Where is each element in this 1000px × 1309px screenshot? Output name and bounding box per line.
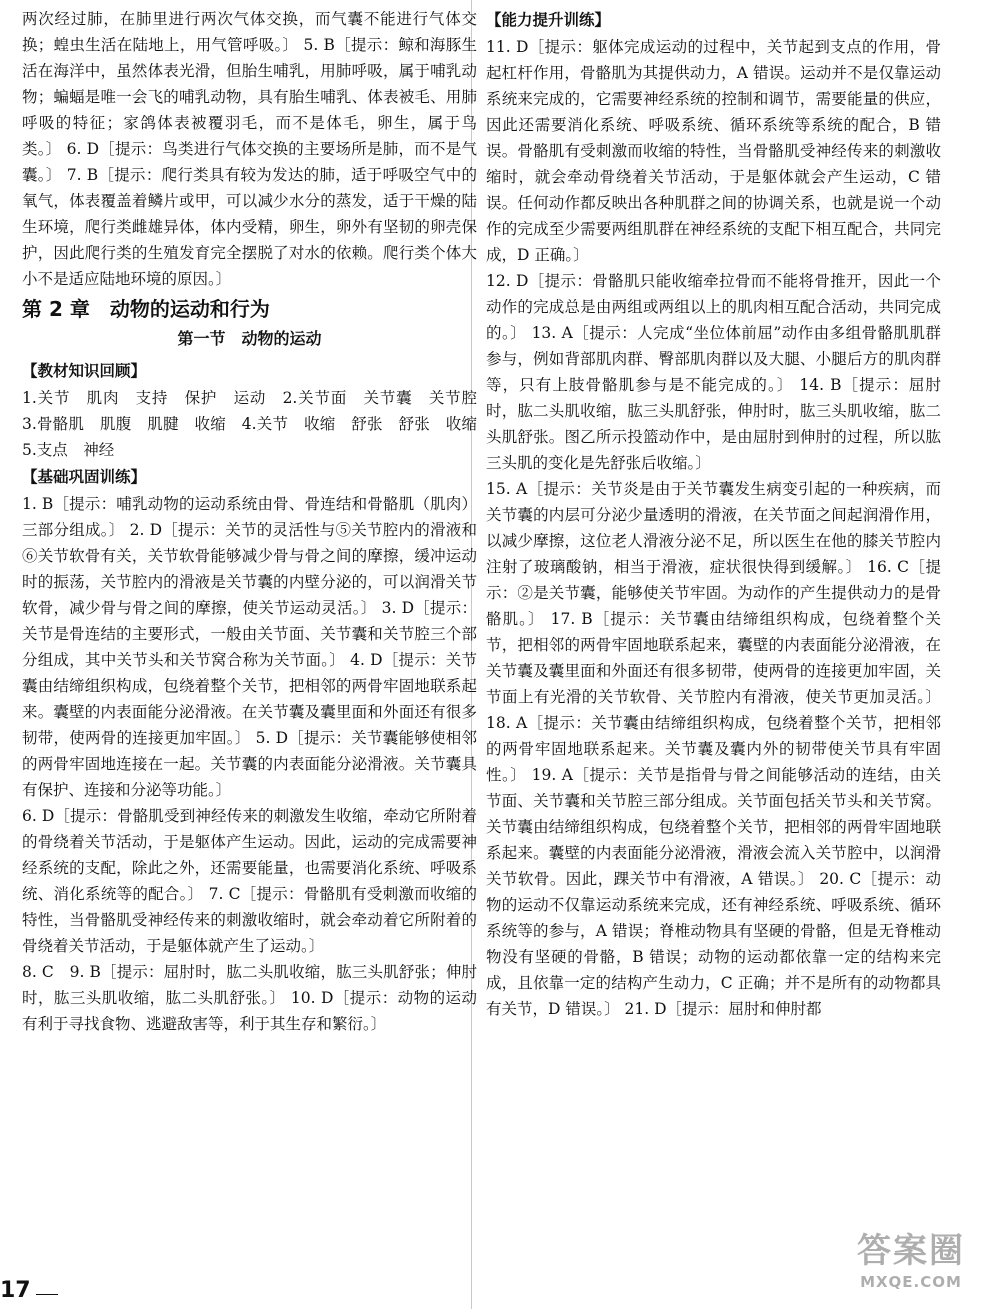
page-number-rule (36, 1294, 58, 1295)
section-title: 第一节 动物的运动 (177, 329, 322, 348)
ability-answers-15-21: 15. A［提示：关节炎是由于关节囊发生病变引起的一种疾病，而关节囊的内层可分泌少量透明的滑液，在关节面之间起润滑作用，以减少摩擦，这位老人滑液分泌不足，所以医生在他的膝关节腔内注射了玻璃酸钠，相当于滑液，症状很快得到缓解。〕 16. C［提示：②是关节囊，能够使关节牢固。为动作的产生提供动力的是骨骼肌。〕 17. B［提示：关节囊由结缔组织构成，包绕着整个关节，把相邻的两骨牢固地联系起来，囊壁的内表面能分泌滑液，在关节囊及囊里面和外面还有很多韧带，使两骨的连接更加牢固，关节面上有光滑的关节软骨、关节腔内有滑液，使关节更加灵活。〕 18. A［提示：关节囊由结缔组织构成，包绕着整个关节，把相邻的两骨牢固地联系起来。关节囊及囊内外的韧带使关节具有牢固性。〕 19. A［提示：关节是指骨与骨之间能够活动的连结，由关节面、关节囊和关节腔三部分组成。关节面包括关节头和关节窝。关节囊由结缔组织构成，包绕着整个关节，把相邻的两骨牢固地联系起来。囊壁的内表面能分泌滑液，滑液会流入关节腔中，以润滑关节软骨。因此，踝关节中有滑液，A 错误。〕 20. C［提示：动物的运动不仅靠运动系统来完成，还有神经系统、呼吸系统、循环系统等的参与，A 错误；脊椎动物具有坚硬的骨骼，但是无脊椎动物没有坚硬的骨骼，B 错误；动物的运动都依靠一定的结构来完成，且依靠一定的结构产生动力，C 正确；并不是所有的动物都具有关节，D 错误。〕 21. D［提示：屈肘和伸肘都 (486, 480, 941, 1018)
basic-answers-6-7: 6. D［提示：骨骼肌受到神经传来的刺激发生收缩，牵动它所附着的骨绕着关节活动，于是躯体产生运动。因此，运动的完成需要神经系统的支配，除此之外，还需要能量，也需要消化系统、呼吸系统、消化系统等的配合。〕 7. C［提示：骨骼肌有受刺激而收缩的特性，当骨骼肌受神经传来的刺激收缩时，就会牵动着它所附着的骨绕着关节活动，于是躯体就产生了运动。〕 (22, 807, 477, 955)
watermark-url: MXQE.COM (860, 1273, 962, 1291)
heading-textbook-review: 【教材知识回顾】 (22, 361, 147, 380)
heading-ability-training: 【能力提升训练】 (486, 10, 611, 29)
left-column (22, 6, 493, 1037)
heading-basic-training: 【基础巩固训练】 (22, 467, 147, 486)
basic-answers-1-5: 1. B［提示：哺乳动物的运动系统由骨、骨连结和骨骼肌（肌肉）三部分组成。〕 2. D［提示：关节的灵活性与⑤关节腔内的滑液和⑥关节软骨有关，关节软骨能够减少骨与骨之间的摩擦，缓冲运动时的振荡，关节腔内的滑液是关节囊的内壁分泌的，可以润滑关节软骨，减少骨与骨之间的摩擦，使关节运动灵活。〕 3. D［提示：关节是骨连结的主要形式，一般由关节面、关节囊和关节腔三个部分组成，其中关节头和关节窝合称为关节面。〕 4. D［提示：关节囊由结缔组织构成，包绕着整个关节，把相邻的两骨牢固地联系起来。囊壁的内表面能分泌滑液。在关节囊及囊里面和外面还有很多韧带，使两骨的连接更加牢固。〕 5. D［提示：关节囊能够使相邻的两骨牢固地连接在一起。关节囊的内表面能分泌滑液。关节囊具有保护、连接和分泌等功能。〕 (22, 495, 477, 799)
basic-answers-8-10: 8. C 9. B［提示：屈肘时，肱二头肌收缩，肱三头肌舒张；伸肘时，肱三头肌收缩，肱二头肌舒张。〕 10. D［提示：动物的运动有利于寻找食物、逃避敌害等，利于其生存和繁衍。〕 (22, 963, 477, 1033)
ability-answer-11: 11. D［提示：躯体完成运动的过程中，关节起到支点的作用，骨起杠杆作用，骨骼肌为其提供动力，A 错误。运动并不是仅靠运动系统来完成的，它需要神经系统的控制和调节，需要能量的供应，因此还需要消化系统、呼吸系统、循环系统等系统的配合，B 错误。骨骼肌有受刺激而收缩的特性，当骨骼肌受神经传来的刺激收缩时，就会牵动骨绕着关节活动，于是躯体就会产生运动，C 错误。任何动作都反映出各种肌群之间的协调关系，也就是说一个动作的完成至少需要两组肌群在神经系统的支配下相互配合，共同完成，D 正确。〕 (486, 38, 941, 264)
watermark-logo-text: 答案圈 (857, 1231, 965, 1271)
ability-answers-12-14: 12. D［提示：骨骼肌只能收缩牵拉骨而不能将骨推开，因此一个动作的完成总是由两组或两组以上的肌肉相互配合活动，共同完成的。〕 13. A［提示：人完成“坐位体前屈”动作由多组骨骼肌肌群参与，例如背部肌肉群、臀部肌肉群以及大腿、小腿后方的肌肉群等，只有上肢骨骼肌参与是不能完成的。〕 14. B［提示：屈肘时，肱二头肌收缩，肱三头肌舒张，伸肘时，肱三头肌收缩，肱二头肌舒张。图乙所示投篮动作中，是由屈肘到伸肘的过程，所以肱三头肌的变化是先舒张后收缩。〕 (486, 272, 941, 472)
answer-paragraph-prev-chapter: 两次经过肺，在肺里进行两次气体交换，而气囊不能进行气体交换；蝗虫生活在陆地上，用气管呼吸。〕 5. B［提示：鲸和海豚生活在海洋中，虽然体表光滑，但胎生哺乳，用肺呼吸，属于哺乳动物；蝙蝠是唯一会飞的哺乳动物，具有胎生哺乳、体表被毛、用肺呼吸的特征；家鸽体表被覆羽毛，而不是体毛，卵生，属于鸟类。〕 6. D［提示：鸟类进行气体交换的主要场所是肺，而不是气囊。〕 7. B［提示：爬行类具有较为发达的肺，适于呼吸空气中的氧气，体表覆盖着鳞片或甲，可以减少水分的蒸发，适于干燥的陆生环境，爬行类雌雄异体，体内受精，卵生，卵外有坚韧的卵壳保护，因此爬行类的生殖发育完全摆脱了对水的依赖。爬行类个体大小不是适应陆地环境的原因。〕 (22, 10, 477, 288)
review-answers: 1.关节 肌肉 支持 保护 运动 2.关节面 关节囊 关节腔 3.骨骼肌 肌腹 肌腱 收缩 4.关节 收缩 舒张 舒张 收缩 5.支点 神经 (22, 389, 493, 459)
watermark-logo (836, 1229, 986, 1303)
chapter-title: 第 2 章 动物的运动和行为 (22, 297, 270, 321)
right-column (486, 6, 941, 1022)
page-number: 17 (0, 1278, 31, 1303)
